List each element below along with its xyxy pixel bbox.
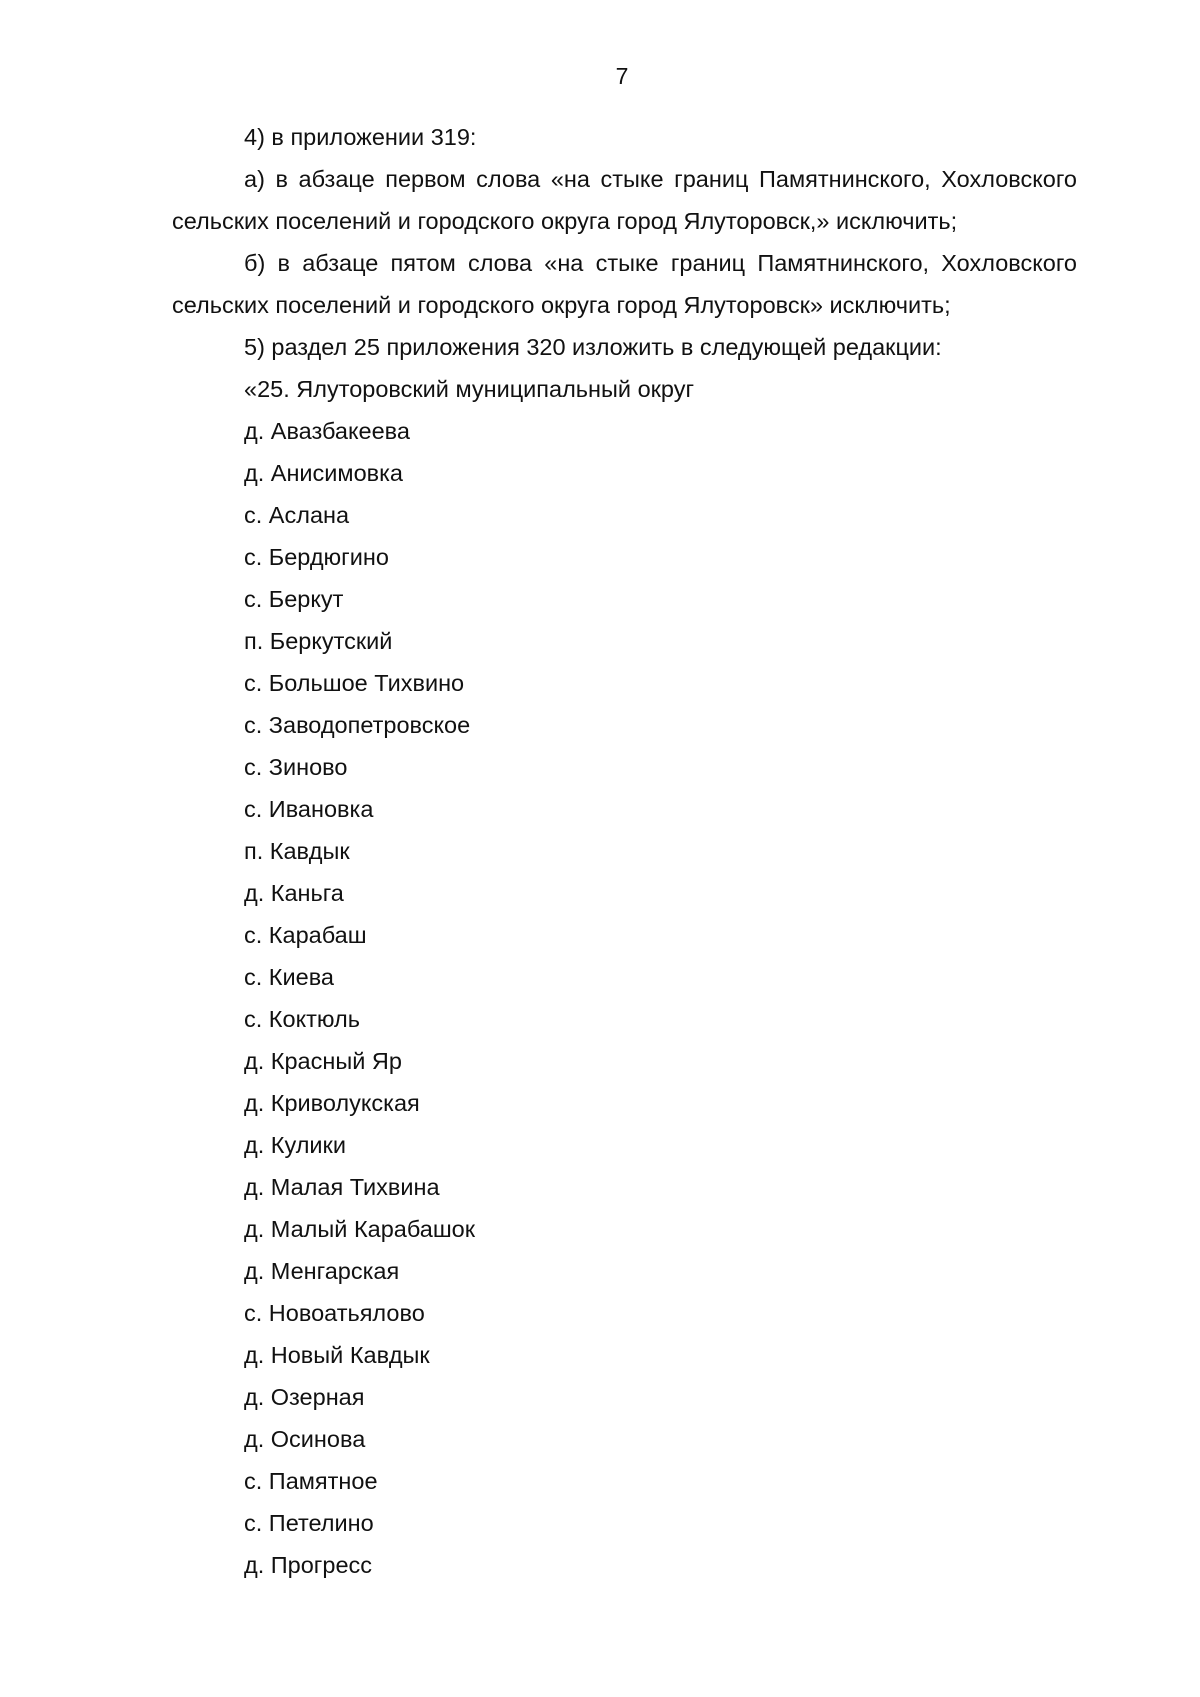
settlement-item: п. Беркутский xyxy=(244,628,393,654)
document-body xyxy=(172,116,1077,1586)
settlement-item: д. Красный Яр xyxy=(244,1048,402,1074)
settlement-item: с. Ивановка xyxy=(244,796,374,822)
settlement-item: д. Менгарская xyxy=(244,1258,400,1284)
settlement-list xyxy=(172,410,1077,1586)
settlement-item: д. Каньга xyxy=(244,880,344,906)
settlement-item: с. Памятное xyxy=(244,1468,378,1494)
settlement-item: с. Зиново xyxy=(244,754,348,780)
settlement-item: д. Малая Тихвина xyxy=(244,1174,440,1200)
settlement-item: с. Киева xyxy=(244,964,334,990)
settlement-item: с. Карабаш xyxy=(244,922,367,948)
amendment-subitem-b: б) в абзаце пятом слова «на стыке границ Памятнинского, Хохловского сельских поселений и городского округа город Ялуторовск» исключить; xyxy=(172,250,1077,318)
settlement-item: д. Авазбакеева xyxy=(244,418,410,444)
settlement-item: с. Бердюгино xyxy=(244,544,389,570)
settlement-item: п. Кавдык xyxy=(244,838,350,864)
section-heading: «25. Ялуторовский муниципальный округ xyxy=(244,376,695,402)
settlement-item: д. Анисимовка xyxy=(244,460,404,486)
settlement-item: д. Озерная xyxy=(244,1384,365,1410)
settlement-item: с. Коктюль xyxy=(244,1006,360,1032)
settlement-item: д. Криволукская xyxy=(244,1090,420,1116)
settlement-item: д. Осинова xyxy=(244,1426,366,1452)
settlement-item: д. Прогресс xyxy=(244,1552,373,1578)
settlement-item: д. Новый Кавдык xyxy=(244,1342,430,1368)
settlement-item: с. Аслана xyxy=(244,502,350,528)
amendment-item-4: 4) в приложении 319: xyxy=(244,124,477,150)
amendment-subitem-a: а) в абзаце первом слова «на стыке границ Памятнинского, Хохловского сельских поселений и городского округа город Ялуторовск,» исключить; xyxy=(172,166,1077,234)
settlement-item: д. Малый Карабашок xyxy=(244,1216,476,1242)
amendment-item-5: 5) раздел 25 приложения 320 изложить в следующей редакции: xyxy=(244,334,942,360)
settlement-item: с. Новоатьялово xyxy=(244,1300,425,1326)
settlement-item: д. Кулики xyxy=(244,1132,346,1158)
settlement-item: с. Петелино xyxy=(244,1510,374,1536)
settlement-item: с. Беркут xyxy=(244,586,344,612)
settlement-item: с. Большое Тихвино xyxy=(244,670,465,696)
page-number: 7 xyxy=(615,63,629,89)
settlement-item: с. Заводопетровское xyxy=(244,712,471,738)
